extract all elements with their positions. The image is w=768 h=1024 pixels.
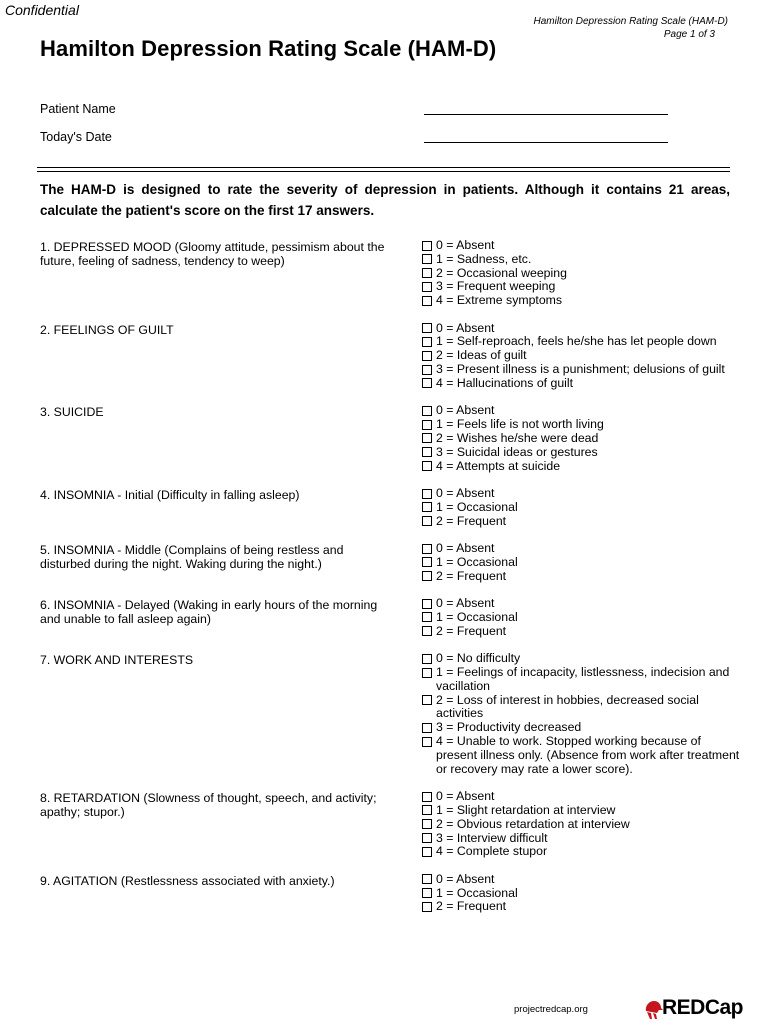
checkbox[interactable] bbox=[422, 296, 432, 306]
option-item[interactable] bbox=[422, 542, 740, 556]
checkbox[interactable] bbox=[422, 571, 432, 581]
option-label: 4 = Hallucinations of guilt bbox=[436, 375, 574, 390]
option-label: 2 = Ideas of guilt bbox=[436, 348, 527, 363]
divider-bottom bbox=[37, 171, 730, 172]
option-item[interactable] bbox=[422, 460, 740, 474]
checkbox[interactable] bbox=[422, 516, 432, 526]
option-item[interactable] bbox=[422, 790, 740, 804]
option-label: 0 = Absent bbox=[436, 789, 495, 804]
checkbox[interactable] bbox=[422, 254, 432, 264]
checkbox[interactable] bbox=[422, 805, 432, 815]
question-text: 4. INSOMNIA - Initial (Difficulty in falling asleep) bbox=[40, 488, 300, 503]
checkbox[interactable] bbox=[422, 378, 432, 388]
option-item[interactable] bbox=[422, 418, 740, 432]
checkbox[interactable] bbox=[422, 420, 432, 430]
option-label: 4 = Extreme symptoms bbox=[436, 293, 563, 308]
question-text: 2. FEELINGS OF GUILT bbox=[40, 322, 174, 337]
option-item[interactable] bbox=[422, 597, 740, 611]
option-label: 3 = Present illness is a punishment; delusions of guilt bbox=[436, 362, 725, 377]
option-label: 4 = Attempts at suicide bbox=[436, 458, 561, 473]
option-item[interactable] bbox=[422, 349, 740, 363]
option-item[interactable] bbox=[422, 515, 740, 529]
option-label: 0 = Absent bbox=[436, 320, 495, 335]
option-item[interactable] bbox=[422, 446, 740, 460]
option-group bbox=[422, 239, 740, 308]
checkbox[interactable] bbox=[422, 668, 432, 678]
option-group bbox=[422, 597, 740, 638]
checkbox[interactable] bbox=[422, 792, 432, 802]
option-item[interactable] bbox=[422, 887, 740, 901]
option-label: 1 = Occasional bbox=[436, 499, 518, 514]
page-title: Hamilton Depression Rating Scale (HAM-D) bbox=[40, 36, 497, 61]
header-form-name: Hamilton Depression Rating Scale (HAM-D) bbox=[533, 16, 728, 27]
option-label: 2 = Frequent bbox=[436, 568, 507, 583]
checkbox[interactable] bbox=[422, 557, 432, 567]
option-label: 3 = Suicidal ideas or gestures bbox=[436, 444, 598, 459]
checkbox[interactable] bbox=[422, 406, 432, 416]
option-item[interactable] bbox=[422, 432, 740, 446]
checkbox[interactable] bbox=[422, 268, 432, 278]
option-label: 0 = No difficulty bbox=[436, 651, 521, 666]
option-item[interactable] bbox=[422, 666, 740, 694]
option-item[interactable] bbox=[422, 487, 740, 501]
checkbox[interactable] bbox=[422, 365, 432, 375]
todays-date-label: Today's Date bbox=[40, 130, 112, 144]
option-item[interactable] bbox=[422, 845, 740, 859]
question-text: 1. DEPRESSED MOOD (Gloomy attitude, pessimism about the future, feeling of sadness, tendency to weep) bbox=[40, 240, 385, 268]
divider-top bbox=[37, 167, 730, 168]
option-item[interactable] bbox=[422, 556, 740, 570]
redcap-logo-text: REDCap bbox=[662, 996, 744, 1019]
page-header bbox=[533, 15, 728, 41]
option-item[interactable] bbox=[422, 818, 740, 832]
option-item[interactable] bbox=[422, 625, 740, 639]
confidential-label: Confidential bbox=[5, 2, 79, 18]
question-list bbox=[40, 239, 740, 928]
checkbox[interactable] bbox=[422, 847, 432, 857]
checkbox[interactable] bbox=[422, 502, 432, 512]
checkbox[interactable] bbox=[422, 888, 432, 898]
option-item[interactable] bbox=[422, 611, 740, 625]
option-group bbox=[422, 790, 740, 859]
option-group bbox=[422, 873, 740, 914]
checkbox[interactable] bbox=[422, 489, 432, 499]
option-label: 0 = Absent bbox=[436, 486, 495, 501]
checkbox[interactable] bbox=[422, 833, 432, 843]
checkbox[interactable] bbox=[422, 612, 432, 622]
option-item[interactable] bbox=[422, 735, 740, 776]
checkbox[interactable] bbox=[422, 282, 432, 292]
option-label: 3 = Interview difficult bbox=[436, 830, 548, 845]
question-item bbox=[40, 542, 740, 583]
option-label: 2 = Frequent bbox=[436, 513, 507, 528]
option-item[interactable] bbox=[422, 363, 740, 377]
option-item[interactable] bbox=[422, 377, 740, 391]
redcap-logo bbox=[643, 996, 743, 1020]
option-label: 4 = Complete stupor bbox=[436, 844, 548, 859]
option-item[interactable] bbox=[422, 404, 740, 418]
option-label: 2 = Occasional weeping bbox=[436, 265, 567, 280]
option-label: 3 = Frequent weeping bbox=[436, 279, 556, 294]
option-label: 1 = Occasional bbox=[436, 609, 518, 624]
question-item bbox=[40, 239, 740, 308]
option-label: 2 = Loss of interest in hobbies, decreased social activities bbox=[436, 692, 699, 721]
option-group bbox=[422, 322, 740, 391]
option-label: 3 = Productivity decreased bbox=[436, 720, 582, 735]
page-number: Page 1 of 3 bbox=[663, 29, 715, 40]
checkbox[interactable] bbox=[422, 447, 432, 457]
option-label: 0 = Absent bbox=[436, 871, 495, 886]
option-item[interactable] bbox=[422, 322, 740, 336]
question-text: 8. RETARDATION (Slowness of thought, speech, and activity; apathy; stupor.) bbox=[40, 791, 377, 820]
question-text: 5. INSOMNIA - Middle (Complains of being restless and disturbed during the night. Waking during the night.) bbox=[40, 543, 344, 572]
option-label: 1 = Occasional bbox=[436, 554, 518, 569]
option-label: 1 = Occasional bbox=[436, 885, 518, 900]
question-text: 9. AGITATION (Restlessness associated with anxiety.) bbox=[40, 873, 335, 888]
todays-date-field[interactable] bbox=[424, 142, 668, 143]
question-text: 3. SUICIDE bbox=[40, 405, 104, 420]
option-item[interactable] bbox=[422, 501, 740, 515]
option-group bbox=[422, 652, 740, 776]
question-text: 7. WORK AND INTERESTS bbox=[40, 653, 194, 668]
option-item[interactable] bbox=[422, 652, 740, 666]
question-item bbox=[40, 322, 740, 391]
option-label: 2 = Wishes he/she were dead bbox=[436, 430, 599, 445]
checkbox[interactable] bbox=[422, 544, 432, 554]
option-label: 2 = Frequent bbox=[436, 899, 507, 914]
option-item[interactable] bbox=[422, 804, 740, 818]
instructions: The HAM-D is designed to rate the severity of depression in patients. Although it contains 21 areas, calculate the patient's score on the first 17 answers. bbox=[40, 182, 730, 218]
option-label: 4 = Unable to work. Stopped working because of present illness only. (Absence from work after treatment or recovery may rate a lower score). bbox=[436, 734, 740, 776]
question-item bbox=[40, 404, 740, 473]
checkbox[interactable] bbox=[422, 323, 432, 333]
option-item[interactable] bbox=[422, 873, 740, 887]
checkbox[interactable] bbox=[422, 351, 432, 361]
option-label: 2 = Frequent bbox=[436, 623, 507, 638]
option-item[interactable] bbox=[422, 335, 740, 349]
option-label: 1 = Slight retardation at interview bbox=[436, 802, 616, 817]
checkbox[interactable] bbox=[422, 874, 432, 884]
option-label: 0 = Absent bbox=[436, 238, 495, 252]
option-group bbox=[422, 487, 740, 528]
question-item bbox=[40, 597, 740, 638]
option-label: 0 = Absent bbox=[436, 541, 495, 556]
option-item[interactable] bbox=[422, 239, 740, 253]
patient-name-field[interactable] bbox=[424, 114, 668, 115]
option-group bbox=[422, 404, 740, 473]
option-label: 2 = Obvious retardation at interview bbox=[436, 816, 630, 831]
option-item[interactable] bbox=[422, 900, 740, 914]
patient-name-label: Patient Name bbox=[40, 102, 116, 116]
checkbox[interactable] bbox=[422, 654, 432, 664]
checkbox[interactable] bbox=[422, 626, 432, 636]
checkbox[interactable] bbox=[422, 737, 432, 747]
option-item[interactable] bbox=[422, 253, 740, 267]
question-item bbox=[40, 652, 740, 776]
option-label: 0 = Absent bbox=[436, 596, 495, 611]
option-item[interactable] bbox=[422, 267, 740, 281]
checkbox[interactable] bbox=[422, 599, 432, 609]
checkbox[interactable] bbox=[422, 337, 432, 347]
option-item[interactable] bbox=[422, 294, 740, 308]
option-item[interactable] bbox=[422, 694, 740, 722]
option-item[interactable] bbox=[422, 570, 740, 584]
checkbox[interactable] bbox=[422, 461, 432, 471]
option-group bbox=[422, 542, 740, 583]
question-item bbox=[40, 790, 740, 859]
option-item[interactable] bbox=[422, 832, 740, 846]
option-item[interactable] bbox=[422, 280, 740, 294]
option-item[interactable] bbox=[422, 721, 740, 735]
question-item bbox=[40, 873, 740, 914]
checkbox[interactable] bbox=[422, 241, 432, 251]
question-item bbox=[40, 487, 740, 528]
checkbox[interactable] bbox=[422, 902, 432, 912]
checkbox[interactable] bbox=[422, 695, 432, 705]
option-label: 1 = Feelings of incapacity, listlessness, indecision and vacillation bbox=[436, 665, 730, 693]
checkbox[interactable] bbox=[422, 433, 432, 443]
checkbox[interactable] bbox=[422, 819, 432, 829]
option-label: 1 = Sadness, etc. bbox=[436, 251, 532, 266]
option-label: 0 = Absent bbox=[436, 403, 495, 418]
option-label: 1 = Self-reproach, feels he/she has let people down bbox=[436, 334, 717, 349]
question-text: 6. INSOMNIA - Delayed (Waking in early hours of the morning and unable to fall asleep again) bbox=[40, 598, 378, 627]
footer-url: projectredcap.org bbox=[514, 1004, 588, 1015]
option-label: 1 = Feels life is not worth living bbox=[436, 417, 604, 432]
checkbox[interactable] bbox=[422, 723, 432, 733]
